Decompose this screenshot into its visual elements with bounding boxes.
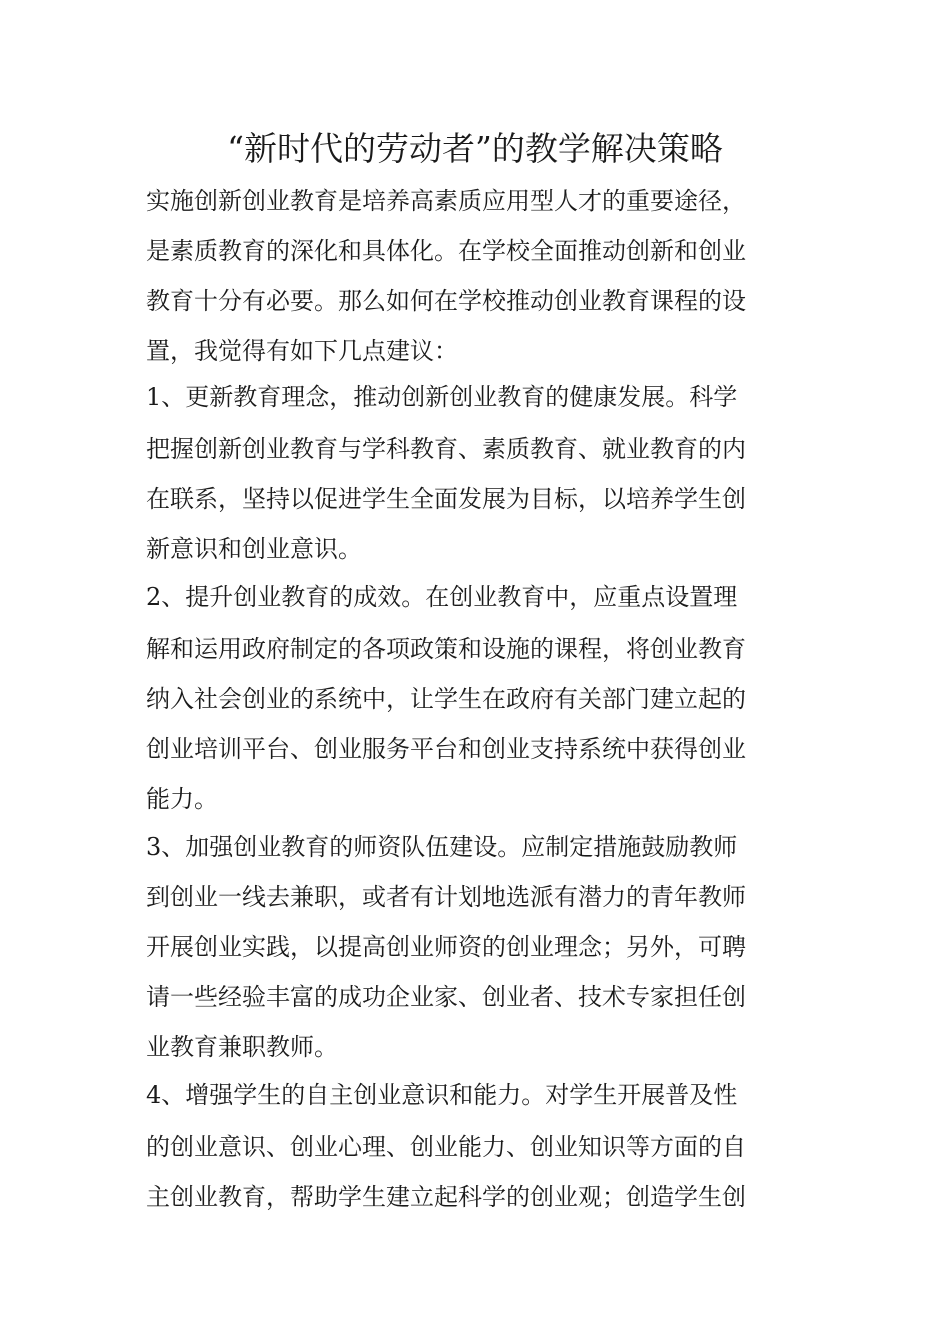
body-line: 创业培训平台、创业服务平台和创业支持系统中获得创业 [146,735,746,763]
body-line: 在联系，坚持以促进学生全面发展为目标，以培养学生创 [146,485,746,513]
body-line: 2、提升创业教育的成效。在创业教育中，应重点设置理 [146,583,738,611]
body-line: 置，我觉得有如下几点建议： [146,337,458,365]
body-line: 解和运用政府制定的各项政策和设施的课程，将创业教育 [146,635,746,663]
body-line: 主创业教育，帮助学生建立起科学的创业观；创造学生创 [146,1183,746,1211]
body-line: 实施创新创业教育是培养高素质应用型人才的重要途径， [146,187,746,215]
body-line: 的创业意识、创业心理、创业能力、创业知识等方面的自 [146,1133,746,1161]
body-line: 请一些经验丰富的成功企业家、创业者、技术专家担任创 [146,983,746,1011]
document-title: “新时代的劳动者”的教学解决策略 [227,129,723,168]
body-line: 把握创新创业教育与学科教育、素质教育、就业教育的内 [146,435,746,463]
body-line: 4、增强学生的自主创业意识和能力。对学生开展普及性 [146,1081,738,1109]
body-line: 能力。 [146,785,218,813]
body-line: 到创业一线去兼职，或者有计划地选派有潜力的青年教师 [146,883,746,911]
body-line: 新意识和创业意识。 [146,535,362,563]
body-line: 教育十分有必要。那么如何在学校推动创业教育课程的设 [146,287,746,315]
body-line: 业教育兼职教师。 [146,1033,338,1061]
body-line: 纳入社会创业的系统中，让学生在政府有关部门建立起的 [146,685,746,713]
body-line: 是素质教育的深化和具体化。在学校全面推动创新和创业 [146,237,746,265]
body-line: 3、加强创业教育的师资队伍建设。应制定措施鼓励教师 [146,833,738,861]
body-line: 开展创业实践，以提高创业师资的创业理念；另外，可聘 [146,933,746,961]
body-line: 1、更新教育理念，推动创新创业教育的健康发展。科学 [146,383,738,411]
